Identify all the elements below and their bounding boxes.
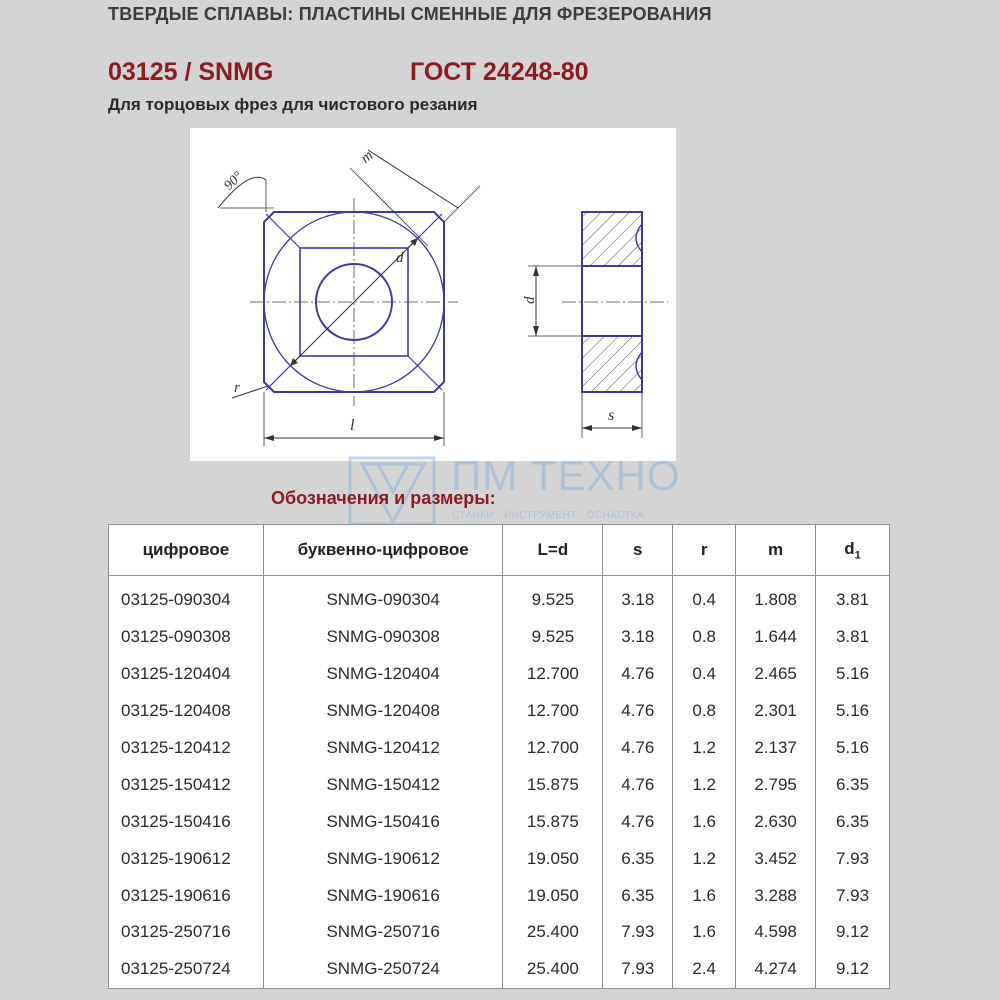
cell-digital: 03125-120408	[109, 693, 264, 730]
cell-m: 2.301	[736, 693, 816, 730]
cell-s: 4.76	[603, 730, 673, 767]
cell-s: 4.76	[603, 766, 673, 803]
table-body	[109, 576, 890, 989]
cell-m: 2.795	[736, 766, 816, 803]
cell-alnum: SNMG-090308	[263, 619, 503, 656]
cell-r: 1.2	[673, 766, 736, 803]
cell-alnum: SNMG-120404	[263, 656, 503, 693]
watermark-brand: ПМ ТЕХНО	[451, 452, 681, 499]
cell-alnum: SNMG-190612	[263, 840, 503, 877]
cell-digital: 03125-190616	[109, 877, 264, 914]
cell-s: 4.76	[603, 693, 673, 730]
d1-main: d	[844, 538, 855, 558]
table-row	[109, 877, 890, 914]
gost-title: ГОСТ 24248-80	[410, 58, 589, 86]
cell-m: 1.808	[736, 576, 816, 619]
table-header-row	[109, 525, 890, 576]
cell-alnum: SNMG-250716	[263, 914, 503, 951]
cell-ld: 19.050	[503, 877, 603, 914]
cell-r: 1.2	[673, 730, 736, 767]
cell-m: 4.598	[736, 914, 816, 951]
cell-m: 1.644	[736, 619, 816, 656]
table-row	[109, 766, 890, 803]
watermark-tagline: СТАНКИ · ИНСТРУМЕНТ · ОСНАСТКА	[452, 510, 645, 521]
cell-alnum: SNMG-190616	[263, 877, 503, 914]
cell-alnum: SNMG-150412	[263, 766, 503, 803]
cell-r: 0.4	[673, 576, 736, 619]
cell-m: 2.630	[736, 803, 816, 840]
page-title: ТВЕРДЫЕ СПЛАВЫ: ПЛАСТИНЫ СМЕННЫЕ ДЛЯ ФРЕЗЕРОВАНИЯ	[108, 4, 712, 24]
table-row	[109, 619, 890, 656]
cell-s: 7.93	[603, 914, 673, 951]
cell-alnum: SNMG-120408	[263, 693, 503, 730]
table-row	[109, 914, 890, 951]
cell-d1: 9.12	[816, 914, 890, 951]
cell-s: 3.18	[603, 576, 673, 619]
cell-s: 6.35	[603, 840, 673, 877]
cell-d1: 5.16	[816, 656, 890, 693]
label-angle: 90°	[221, 169, 246, 194]
side-bottom-section	[582, 336, 642, 392]
cell-r: 1.6	[673, 877, 736, 914]
cell-d1: 5.16	[816, 693, 890, 730]
cell-ld: 12.700	[503, 730, 603, 767]
table-row	[109, 803, 890, 840]
insert-side-view	[528, 212, 668, 438]
cell-m: 3.288	[736, 877, 816, 914]
cell-alnum: SNMG-090304	[263, 576, 503, 619]
cell-ld: 12.700	[503, 693, 603, 730]
table-row	[109, 951, 890, 988]
col-header-m: m	[736, 525, 816, 576]
cell-ld: 25.400	[503, 914, 603, 951]
page-subtitle: Для торцовых фрез для чистового резания	[108, 95, 478, 114]
col-header-s: s	[603, 525, 673, 576]
cell-d1: 5.16	[816, 730, 890, 767]
table-row	[109, 576, 890, 619]
cell-s: 3.18	[603, 619, 673, 656]
cell-ld: 9.525	[503, 576, 603, 619]
cell-m: 2.465	[736, 656, 816, 693]
cell-d1: 6.35	[816, 766, 890, 803]
label-d: d	[396, 250, 404, 266]
table-row	[109, 656, 890, 693]
label-m: m	[357, 147, 377, 167]
cell-r: 0.4	[673, 656, 736, 693]
section-title: Обозначения и размеры:	[271, 488, 496, 508]
insert-front-view	[218, 150, 480, 446]
cell-d1: 7.93	[816, 877, 890, 914]
cell-r: 1.2	[673, 840, 736, 877]
cell-m: 2.137	[736, 730, 816, 767]
col-header-digital: цифровое	[109, 525, 264, 576]
cell-digital: 03125-250724	[109, 951, 264, 988]
col-header-d1	[816, 525, 890, 576]
cell-digital: 03125-250716	[109, 914, 264, 951]
cell-digital: 03125-090308	[109, 619, 264, 656]
cell-d1: 9.12	[816, 951, 890, 988]
side-top-section	[582, 212, 642, 266]
dimensions-table	[108, 524, 890, 989]
cell-r: 1.6	[673, 803, 736, 840]
cell-ld: 25.400	[503, 951, 603, 988]
cell-ld: 19.050	[503, 840, 603, 877]
cell-s: 6.35	[603, 877, 673, 914]
cell-alnum: SNMG-120412	[263, 730, 503, 767]
insert-code-title: 03125 / SNMG	[108, 58, 274, 86]
cell-d1: 3.81	[816, 619, 890, 656]
cell-digital: 03125-090304	[109, 576, 264, 619]
label-r: r	[234, 380, 240, 396]
cell-digital: 03125-150416	[109, 803, 264, 840]
cell-ld: 15.875	[503, 766, 603, 803]
table-row	[109, 840, 890, 877]
cell-digital: 03125-150412	[109, 766, 264, 803]
label-l: l	[350, 417, 355, 434]
cell-m: 3.452	[736, 840, 816, 877]
cell-s: 4.76	[603, 803, 673, 840]
col-header-alnum: буквенно-цифровое	[263, 525, 503, 576]
col-header-r: r	[673, 525, 736, 576]
cell-s: 7.93	[603, 951, 673, 988]
cell-alnum: SNMG-250724	[263, 951, 503, 988]
insert-drawing-svg	[190, 128, 676, 461]
d1-sub: 1	[854, 549, 861, 562]
table-row	[109, 730, 890, 767]
cell-digital: 03125-120412	[109, 730, 264, 767]
cell-ld: 9.525	[503, 619, 603, 656]
table-row	[109, 693, 890, 730]
label-s: s	[608, 407, 615, 424]
cell-digital: 03125-190612	[109, 840, 264, 877]
technical-drawing	[190, 128, 676, 461]
cell-digital: 03125-120404	[109, 656, 264, 693]
cell-s: 4.76	[603, 656, 673, 693]
cell-ld: 15.875	[503, 803, 603, 840]
label-d-side: d	[522, 296, 538, 304]
cell-d1: 3.81	[816, 576, 890, 619]
cell-r: 0.8	[673, 693, 736, 730]
col-header-ld: L=d	[503, 525, 603, 576]
cell-d1: 7.93	[816, 840, 890, 877]
cell-d1: 6.35	[816, 803, 890, 840]
cell-alnum: SNMG-150416	[263, 803, 503, 840]
cell-r: 1.6	[673, 914, 736, 951]
cell-m: 4.274	[736, 951, 816, 988]
cell-r: 0.8	[673, 619, 736, 656]
cell-r: 2.4	[673, 951, 736, 988]
cell-ld: 12.700	[503, 656, 603, 693]
